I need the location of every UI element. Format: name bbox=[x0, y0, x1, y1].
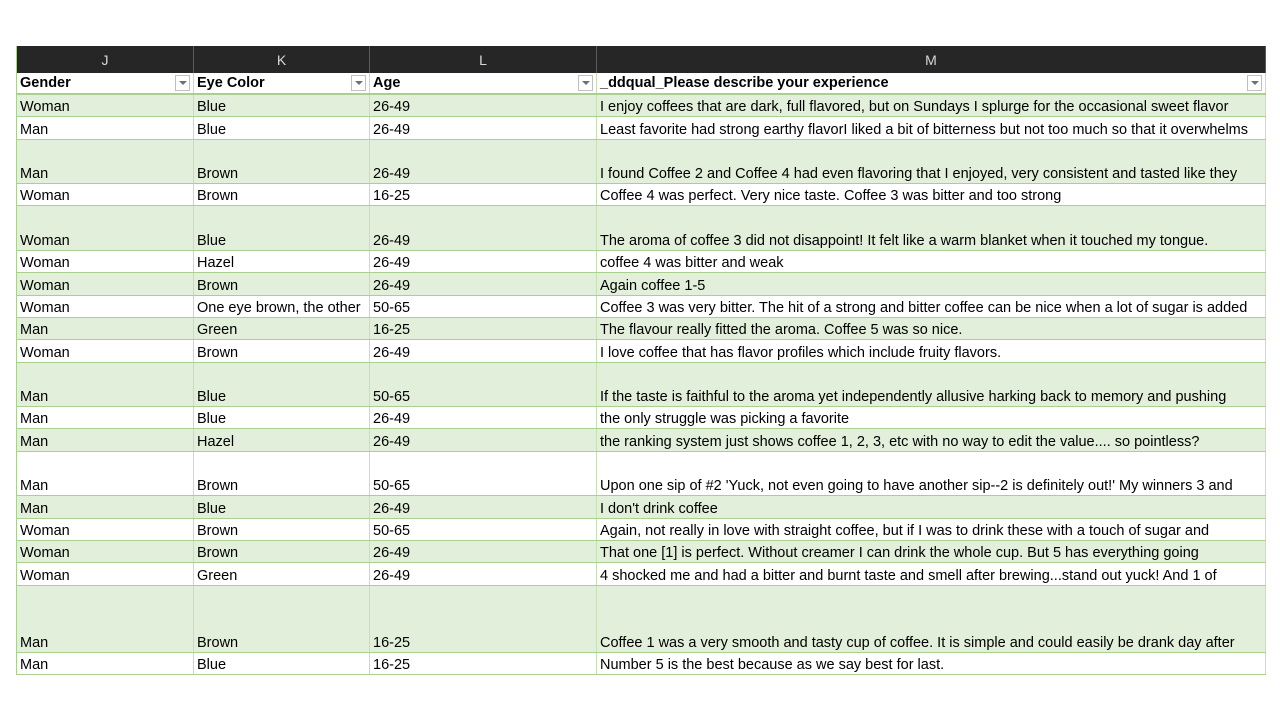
header-label: _ddqual_Please describe your experience bbox=[600, 75, 889, 91]
cell-age[interactable]: 26-49 bbox=[370, 206, 597, 250]
cell-age[interactable]: 26-49 bbox=[370, 563, 597, 584]
cell-experience[interactable]: Coffee 1 was a very smooth and tasty cup of coffee. It is simple and could easily be drank day after bbox=[597, 586, 1266, 652]
cell-eye-color[interactable]: Brown bbox=[194, 184, 370, 205]
cell-experience[interactable]: I enjoy coffees that are dark, full flavored, but on Sundays I splurge for the occasional sweet flavor bbox=[597, 95, 1266, 116]
cell-gender[interactable]: Woman bbox=[17, 296, 194, 317]
cell-experience[interactable]: The flavour really fitted the aroma. Coffee 5 was so nice. bbox=[597, 318, 1266, 339]
cell-age[interactable]: 26-49 bbox=[370, 407, 597, 428]
cell-gender[interactable]: Woman bbox=[17, 340, 194, 361]
cell-experience[interactable]: Upon one sip of #2 'Yuck, not even going to have another sip--2 is definitely out!' My winners 3 and bbox=[597, 452, 1266, 496]
spreadsheet-table bbox=[16, 46, 1266, 675]
table-row bbox=[17, 273, 1266, 295]
cell-gender[interactable]: Man bbox=[17, 140, 194, 184]
cell-gender[interactable]: Woman bbox=[17, 563, 194, 584]
cell-age[interactable]: 50-65 bbox=[370, 452, 597, 496]
cell-age[interactable]: 16-25 bbox=[370, 586, 597, 652]
cell-experience[interactable]: The aroma of coffee 3 did not disappoint! It felt like a warm blanket when it touched my tongue. bbox=[597, 206, 1266, 250]
cell-gender[interactable]: Man bbox=[17, 452, 194, 496]
cell-experience[interactable]: I don't drink coffee bbox=[597, 496, 1266, 517]
table-row bbox=[17, 140, 1266, 185]
table-row bbox=[17, 117, 1266, 139]
cell-gender[interactable]: Woman bbox=[17, 251, 194, 272]
cell-age[interactable]: 26-49 bbox=[370, 140, 597, 184]
table-row bbox=[17, 541, 1266, 563]
cell-gender[interactable]: Man bbox=[17, 586, 194, 652]
cell-eye-color[interactable]: One eye brown, the other bbox=[194, 296, 370, 317]
filter-dropdown-icon[interactable] bbox=[175, 75, 190, 91]
cell-age[interactable]: 26-49 bbox=[370, 273, 597, 294]
table-row bbox=[17, 586, 1266, 653]
header-cell-experience[interactable] bbox=[597, 73, 1266, 93]
cell-age[interactable]: 26-49 bbox=[370, 117, 597, 138]
cell-gender[interactable]: Man bbox=[17, 363, 194, 407]
cell-age[interactable]: 16-25 bbox=[370, 184, 597, 205]
table-row bbox=[17, 429, 1266, 451]
cell-eye-color[interactable]: Blue bbox=[194, 653, 370, 674]
cell-eye-color[interactable]: Hazel bbox=[194, 251, 370, 272]
cell-gender[interactable]: Man bbox=[17, 318, 194, 339]
cell-eye-color[interactable]: Blue bbox=[194, 117, 370, 138]
table-body bbox=[17, 95, 1266, 675]
cell-gender[interactable]: Man bbox=[17, 653, 194, 674]
cell-eye-color[interactable]: Brown bbox=[194, 140, 370, 184]
cell-experience[interactable]: I love coffee that has flavor profiles which include fruity flavors. bbox=[597, 340, 1266, 361]
cell-age[interactable]: 50-65 bbox=[370, 519, 597, 540]
cell-eye-color[interactable]: Blue bbox=[194, 95, 370, 116]
table-row bbox=[17, 519, 1266, 541]
header-cell-gender[interactable] bbox=[17, 73, 194, 93]
column-header-k[interactable]: K bbox=[194, 46, 370, 73]
cell-age[interactable]: 16-25 bbox=[370, 318, 597, 339]
cell-eye-color[interactable]: Green bbox=[194, 563, 370, 584]
cell-eye-color[interactable]: Blue bbox=[194, 206, 370, 250]
cell-experience[interactable]: That one [1] is perfect. Without creamer I can drink the whole cup. But 5 has everything going bbox=[597, 541, 1266, 562]
cell-age[interactable]: 16-25 bbox=[370, 653, 597, 674]
filter-dropdown-icon[interactable] bbox=[351, 75, 366, 91]
cell-experience[interactable]: If the taste is faithful to the aroma yet independently allusive harking back to memory and pushing bbox=[597, 363, 1266, 407]
cell-gender[interactable]: Woman bbox=[17, 95, 194, 116]
cell-age[interactable]: 50-65 bbox=[370, 296, 597, 317]
table-row bbox=[17, 496, 1266, 518]
cell-eye-color[interactable]: Green bbox=[194, 318, 370, 339]
cell-experience[interactable]: I found Coffee 2 and Coffee 4 had even flavoring that I enjoyed, very consistent and tasted like they bbox=[597, 140, 1266, 184]
table-row bbox=[17, 206, 1266, 251]
cell-eye-color[interactable]: Brown bbox=[194, 541, 370, 562]
cell-experience[interactable]: coffee 4 was bitter and weak bbox=[597, 251, 1266, 272]
header-label: Gender bbox=[20, 75, 71, 91]
cell-experience[interactable]: Coffee 3 was very bitter. The hit of a strong and bitter coffee can be nice when a lot of sugar is added bbox=[597, 296, 1266, 317]
table-row bbox=[17, 563, 1266, 585]
cell-experience[interactable]: the ranking system just shows coffee 1, 2, 3, etc with no way to edit the value.... so pointless? bbox=[597, 429, 1266, 450]
filter-dropdown-icon[interactable] bbox=[578, 75, 593, 91]
table-row bbox=[17, 653, 1266, 675]
cell-experience[interactable]: Number 5 is the best because as we say best for last. bbox=[597, 653, 1266, 674]
cell-gender[interactable]: Woman bbox=[17, 519, 194, 540]
cell-age[interactable]: 26-49 bbox=[370, 95, 597, 116]
cell-eye-color[interactable]: Hazel bbox=[194, 429, 370, 450]
cell-eye-color[interactable]: Brown bbox=[194, 452, 370, 496]
table-row bbox=[17, 95, 1266, 117]
header-label: Eye Color bbox=[197, 75, 265, 91]
filter-dropdown-icon[interactable] bbox=[1247, 75, 1262, 91]
table-row bbox=[17, 363, 1266, 408]
cell-experience[interactable]: Again coffee 1-5 bbox=[597, 273, 1266, 294]
cell-gender[interactable]: Woman bbox=[17, 184, 194, 205]
cell-experience[interactable]: 4 shocked me and had a bitter and burnt taste and smell after brewing...stand out yuck! And 1 of bbox=[597, 563, 1266, 584]
header-cell-eye-color[interactable] bbox=[194, 73, 370, 93]
table-header-row bbox=[17, 73, 1266, 95]
column-header-m[interactable]: M bbox=[597, 46, 1266, 73]
cell-eye-color[interactable]: Blue bbox=[194, 407, 370, 428]
cell-eye-color[interactable]: Brown bbox=[194, 273, 370, 294]
column-header-l[interactable]: L bbox=[370, 46, 597, 73]
table-row bbox=[17, 296, 1266, 318]
cell-experience[interactable]: Least favorite had strong earthy flavorI liked a bit of bitterness but not too much so that it overwhelms bbox=[597, 117, 1266, 138]
cell-gender[interactable]: Man bbox=[17, 429, 194, 450]
column-header-j[interactable]: J bbox=[17, 46, 194, 73]
table-row bbox=[17, 184, 1266, 206]
cell-age[interactable]: 26-49 bbox=[370, 340, 597, 361]
cell-age[interactable]: 26-49 bbox=[370, 429, 597, 450]
cell-age[interactable]: 26-49 bbox=[370, 541, 597, 562]
cell-experience[interactable]: Again, not really in love with straight coffee, but if I was to drink these with a touch of sugar and bbox=[597, 519, 1266, 540]
cell-eye-color[interactable]: Blue bbox=[194, 363, 370, 407]
cell-eye-color[interactable]: Brown bbox=[194, 586, 370, 652]
cell-gender[interactable]: Man bbox=[17, 117, 194, 138]
table-row bbox=[17, 340, 1266, 362]
cell-gender[interactable]: Man bbox=[17, 496, 194, 517]
cell-gender[interactable]: Woman bbox=[17, 541, 194, 562]
cell-gender[interactable]: Woman bbox=[17, 273, 194, 294]
cell-age[interactable]: 26-49 bbox=[370, 251, 597, 272]
table-row bbox=[17, 452, 1266, 497]
cell-eye-color[interactable]: Blue bbox=[194, 496, 370, 517]
column-header-bar bbox=[17, 46, 1266, 73]
cell-age[interactable]: 50-65 bbox=[370, 363, 597, 407]
cell-age[interactable]: 26-49 bbox=[370, 496, 597, 517]
cell-gender[interactable]: Woman bbox=[17, 206, 194, 250]
header-label: Age bbox=[373, 75, 401, 91]
header-cell-age[interactable] bbox=[370, 73, 597, 93]
table-row bbox=[17, 251, 1266, 273]
table-row bbox=[17, 407, 1266, 429]
table-row bbox=[17, 318, 1266, 340]
cell-experience[interactable]: the only struggle was picking a favorite bbox=[597, 407, 1266, 428]
cell-gender[interactable]: Man bbox=[17, 407, 194, 428]
cell-experience[interactable]: Coffee 4 was perfect. Very nice taste. Coffee 3 was bitter and too strong bbox=[597, 184, 1266, 205]
cell-eye-color[interactable]: Brown bbox=[194, 340, 370, 361]
cell-eye-color[interactable]: Brown bbox=[194, 519, 370, 540]
